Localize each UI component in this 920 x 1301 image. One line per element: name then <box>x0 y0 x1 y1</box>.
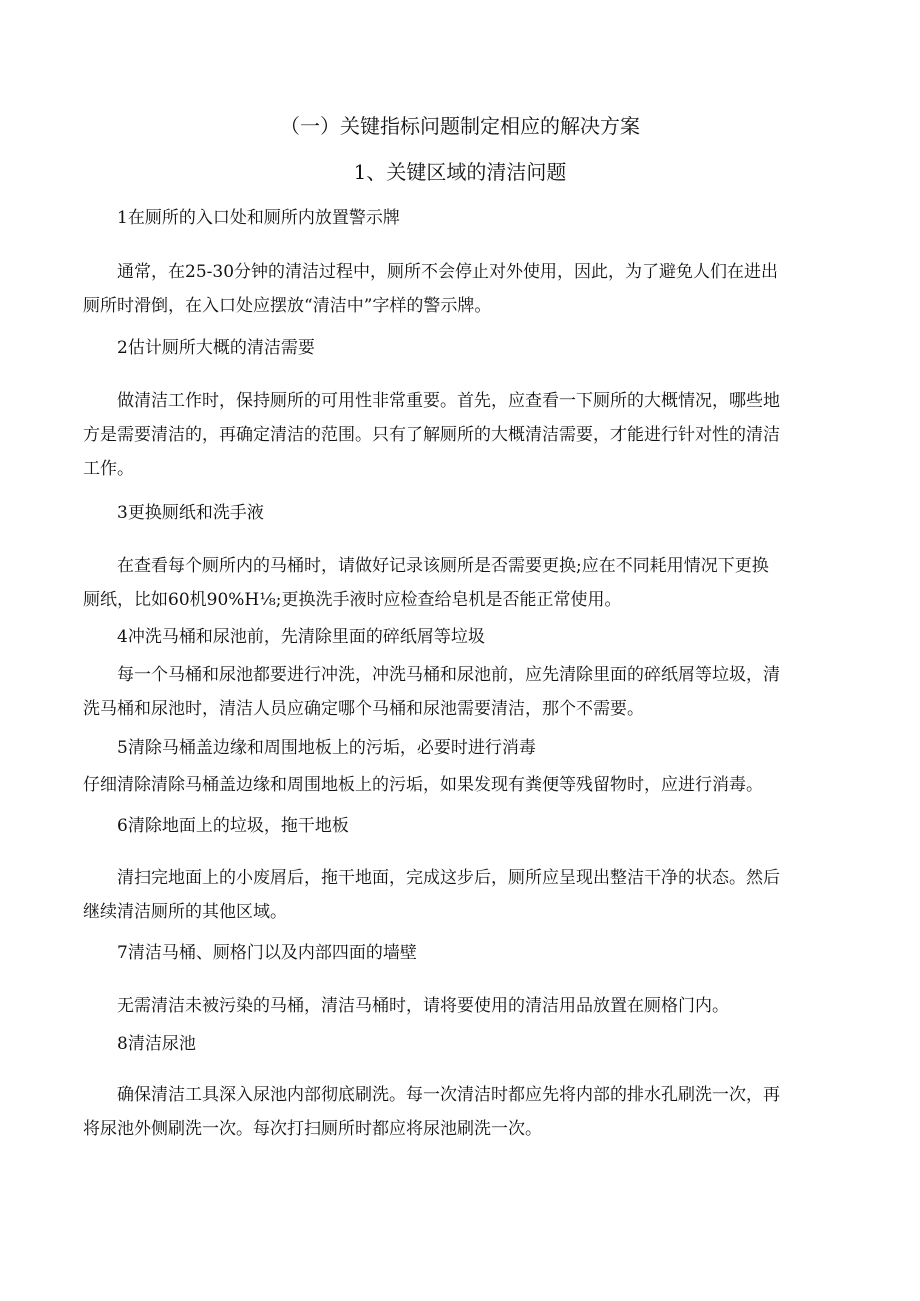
paragraph-line: 方是需要清洁的，再确定清洁的范围。只有了解厕所的大概清洁需要，才能进行针对性的清洁 <box>83 425 780 445</box>
paragraph-line: 工作。 <box>83 459 134 479</box>
paragraph-line: 清扫完地面上的小废屑后，拖干地面，完成这步后，厕所应呈现出整洁干净的状态。然后 <box>117 868 780 888</box>
section-heading-3: 3更换厕纸和洗手液 <box>117 503 264 523</box>
section-heading-4: 4冲洗马桶和尿池前，先清除里面的碎纸屑等垃圾 <box>117 627 485 647</box>
section-heading-8: 8清洁尿池 <box>117 1034 196 1054</box>
section-paragraph-1 <box>83 255 833 323</box>
paragraph-line: 确保清洁工具深入尿池内部彻底刷洗。每一次清洁时都应先将内部的排水孔刷洗一次，再 <box>117 1085 780 1105</box>
section-paragraph-6 <box>83 861 833 929</box>
section-paragraph-5 <box>83 768 833 802</box>
section-subtitle: 1、关键区域的清洁问题 <box>353 160 567 184</box>
paragraph-line: 仔细清除清除马桶盖边缘和周围地板上的污垢，如果发现有粪便等残留物时，应进行消毒。 <box>83 775 763 795</box>
section-paragraph-4 <box>83 658 833 726</box>
paragraph-line: 厕所时滑倒，在入口处应摆放“清洁中”字样的警示牌。 <box>83 296 492 316</box>
paragraph-line: 每一个马桶和尿池都要进行冲洗，冲洗马桶和尿池前，应先清除里面的碎纸屑等垃圾，清 <box>117 665 780 685</box>
section-paragraph-7 <box>117 989 833 1023</box>
paragraph-line: 通常，在25-30分钟的清洁过程中，厕所不会停止对外使用，因此，为了避免人们在进出 <box>117 262 779 282</box>
paragraph-line: 厕纸，比如60机90%H⅛;更换洗手液时应检查给皂机是否能正常使用。 <box>83 590 622 610</box>
section-heading-2: 2估计厕所大概的清洁需要 <box>117 338 315 358</box>
paragraph-line: 无需清洁未被污染的马桶，清洁马桶时，请将要使用的清洁用品放置在厕格门内。 <box>117 996 729 1016</box>
section-heading-6: 6清除地面上的垃圾，拖干地板 <box>117 816 349 836</box>
paragraph-line: 将尿池外侧刷洗一次。每次打扫厕所时都应将尿池刷洗一次。 <box>83 1119 542 1139</box>
document-title: （一）关键指标问题制定相应的解决方案 <box>280 114 640 138</box>
section-heading-5: 5清除马桶盖边缘和周围地板上的污垢，必要时进行消毒 <box>117 738 536 758</box>
section-paragraph-2 <box>83 384 833 486</box>
section-heading-1: 1在厕所的入口处和厕所内放置警示牌 <box>117 208 400 228</box>
section-heading-7: 7清洁马桶、厕格门以及内部四面的墙壁 <box>117 943 417 963</box>
paragraph-line: 做清洁工作时，保持厕所的可用性非常重要。首先，应查看一下厕所的大概情况，哪些地 <box>117 391 780 411</box>
section-paragraph-8 <box>83 1078 833 1146</box>
paragraph-line: 继续清洁厕所的其他区域。 <box>83 902 287 922</box>
paragraph-line: 在查看每个厕所内的马桶时，请做好记录该厕所是否需要更换;应在不同耗用情况下更换 <box>117 556 769 576</box>
paragraph-line: 洗马桶和尿池时，清洁人员应确定哪个马桶和尿池需要清洁，那个不需要。 <box>83 699 644 719</box>
section-paragraph-3 <box>83 549 833 617</box>
